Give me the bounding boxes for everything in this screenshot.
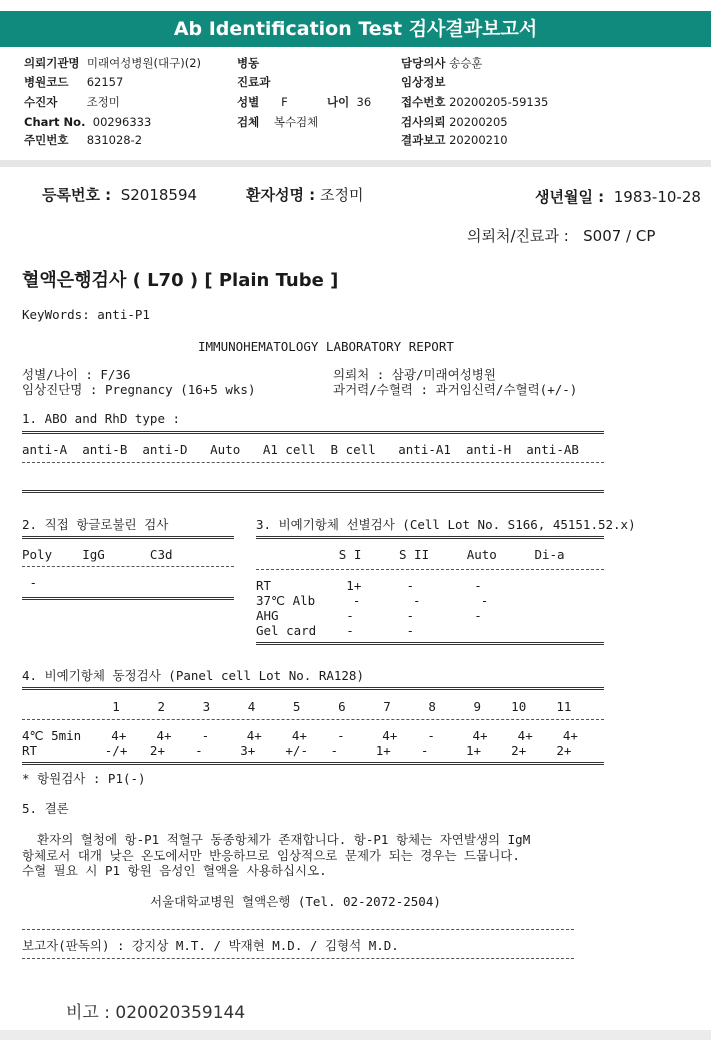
separator: [22, 566, 234, 567]
remarks: 비고 : 020020359144: [66, 1003, 246, 1023]
requester: 의뢰처 : 삼광/미래여성병원: [333, 367, 496, 382]
test-title: 혈액은행검사 ( L70 ) [ Plain Tube ]: [22, 270, 339, 291]
separator: [22, 462, 604, 463]
transfusion-history: 과거력/수혈력 : 과거임신력/수혈력(+/-): [333, 382, 578, 397]
birth-date: 생년월일 : 1983-10-28: [535, 188, 701, 206]
bottom-bar: [0, 1030, 711, 1040]
header-examinee: 수진자 조정미: [24, 95, 120, 109]
panel-row-rt: RT -/+ 2+ - 3+ +/- - 1+ - 1+ 2+ 2+: [22, 743, 572, 758]
separator: [256, 569, 604, 570]
abo-title: 1. ABO and RhD type :: [22, 411, 181, 426]
header-resident-no: 주민번호 831028-2: [24, 133, 143, 147]
separator: [256, 642, 604, 645]
separator: [22, 958, 574, 959]
header-department: 진료과: [237, 75, 271, 89]
header-physician: 담당의사 송승훈: [401, 56, 483, 70]
separator: [22, 929, 574, 930]
header-hospital-code: 병원코드 62157: [24, 75, 124, 89]
header-result-report: 결과보고 20200210: [401, 133, 508, 147]
reporter: 보고자(판독의) : 강지상 M.T. / 박재현 M.D. / 김형석 M.D.: [22, 938, 399, 953]
screen-row-37c: 37℃ Alb - - -: [256, 593, 489, 608]
screen-row-gel: Gel card - -: [256, 623, 415, 638]
header-divider: [0, 160, 711, 167]
separator: [22, 490, 604, 493]
separator: [256, 536, 604, 539]
panel-columns: 1 2 3 4 5 6 7 8 9 10 11: [22, 699, 572, 714]
conclusion-title: 5. 결론: [22, 801, 69, 816]
dat-title: 2. 직접 항글로불린 검사: [22, 517, 169, 532]
clinical-diagnosis: 임상진단명 : Pregnancy (16+5 wks): [22, 382, 256, 397]
lab-report-title: IMMUNOHEMATOLOGY LABORATORY REPORT: [198, 339, 454, 354]
screen-row-ahg: AHG - - -: [256, 608, 482, 623]
separator: [22, 431, 604, 434]
screen-title: 3. 비예기항체 선별검사 (Cell Lot No. S166, 45151.52.x): [256, 517, 636, 532]
separator: [22, 719, 604, 720]
registration-number: 등록번호 : S2018594: [42, 186, 198, 204]
conclusion-line-3: 수혈 필요 시 P1 항원 음성인 혈액을 사용하십시오.: [22, 863, 327, 878]
separator: [22, 762, 604, 765]
header-receipt-no: 접수번호 20200205-59135: [401, 95, 549, 109]
header-sex: 성별 F: [237, 95, 288, 109]
panel-title: 4. 비예기항체 동정검사 (Panel cell Lot No. RA128): [22, 668, 364, 683]
patient-name: 환자성명 : 조정미: [246, 186, 364, 204]
separator: [22, 597, 234, 600]
conclusion-line-1: 환자의 혈청에 항-P1 적혈구 동종항체가 존재합니다. 항-P1 항체는 자연발생의 IgM: [22, 832, 531, 847]
separator: [22, 687, 604, 690]
header-age: 나이 36: [327, 95, 372, 109]
conclusion-line-2: 항체로서 대개 낮은 온도에서만 반응하므로 임상적으로 문제가 되는 경우는 드뭅니다.: [22, 848, 520, 863]
dat-result: -: [22, 575, 38, 590]
separator: [22, 536, 234, 539]
blood-bank-contact: 서울대학교병원 혈액은행 (Tel. 02-2072-2504): [150, 894, 441, 909]
sex-age: 성별/나이 : F/36: [22, 367, 131, 382]
report-title: Ab Identification Test 검사결과보고서: [0, 11, 711, 47]
header-referring-hospital: 의뢰기관명 미래여성병원(대구)(2): [24, 56, 201, 70]
antigen-test: * 항원검사 : P1(-): [22, 771, 146, 786]
header-test-request: 검사의뢰 20200205: [401, 115, 508, 129]
referral-department: 의뢰처/진료과 : S007 / CP: [467, 227, 656, 245]
header-clinical-info: 임상정보: [401, 75, 446, 89]
screen-columns: S I S II Auto Di-a: [256, 547, 565, 562]
abo-columns: anti-A anti-B anti-D Auto A1 cell B cell anti-A1 anti-H anti-AB: [22, 442, 579, 457]
header-chart-no: Chart No. 00296333: [24, 115, 152, 129]
panel-row-4c: 4℃ 5min 4+ 4+ - 4+ 4+ - 4+ - 4+ 4+ 4+: [22, 728, 578, 743]
dat-columns: Poly IgG C3d: [22, 547, 173, 562]
header-ward: 병동: [237, 56, 260, 70]
header-specimen: 검체 복수검체: [237, 115, 319, 129]
screen-row-rt: RT 1+ - -: [256, 578, 482, 593]
keywords: KeyWords: anti-P1: [22, 307, 150, 322]
